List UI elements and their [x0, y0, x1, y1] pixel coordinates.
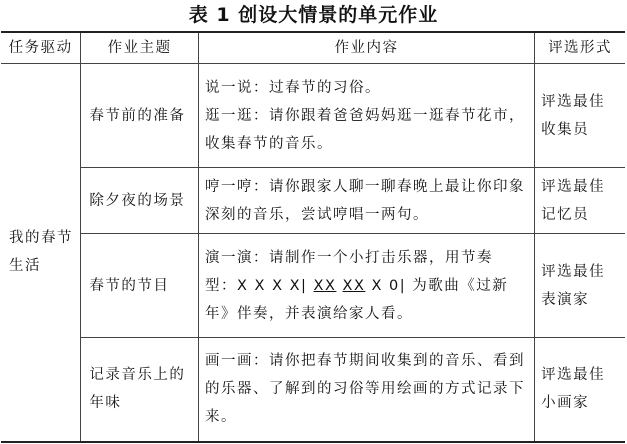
header-theme: 作业主题: [81, 32, 199, 64]
rhythm-pattern: [205, 272, 530, 300]
table-row: [1, 338, 625, 442]
content-cell: 画一画：请你把春节期间收集到的音乐、看到的乐器、了解到的习俗等用绘画的方式记录下来。: [198, 338, 534, 442]
eval-cell: 评选最佳收集员: [535, 64, 625, 168]
content-line: 演一演：请制作一个小打击乐器，用节奏: [204, 249, 493, 266]
rhythm-label: 型：: [204, 277, 237, 294]
rhythm-notes-underlined: XX: [313, 277, 337, 294]
content-cell: [198, 234, 534, 338]
content-cell: 哼一哼：请你跟家人聊一聊春晚上最让你印象深刻的音乐，尝试哼唱一两句。: [198, 168, 534, 234]
rhythm-notes: X X X X|: [236, 277, 308, 294]
table-row: [1, 64, 625, 168]
rhythm-notes: X 0|: [371, 277, 407, 294]
table-title: 表 1 创设大情景的单元作业: [188, 4, 439, 26]
eval-cell: 评选最佳记忆员: [535, 168, 625, 234]
table-row: [1, 234, 625, 338]
content-line: 说一说：过春节的习俗。: [204, 79, 381, 96]
content-line: 逛一逛：请你跟着爸爸妈妈逛一逛春节花市，收集春节的音乐。: [204, 107, 525, 152]
assignment-table: [1, 31, 625, 443]
header-row: [1, 32, 625, 64]
rhythm-notes-underlined: XX: [342, 277, 366, 294]
header-task: 任务驱动: [1, 32, 81, 64]
header-eval: 评选形式: [535, 32, 625, 64]
theme-cell: 春节前的准备: [81, 64, 199, 168]
theme-cell: 除夕夜的场景: [81, 168, 199, 234]
rhythm-tail: 为歌曲《过新: [412, 277, 509, 294]
task-driver-cell: 我的春节生活: [1, 64, 81, 442]
header-content: 作业内容: [198, 32, 534, 64]
theme-cell: 记录音乐上的年味: [81, 338, 199, 442]
content-line: 年》伴奏，并表演给家人看。: [204, 305, 413, 322]
eval-cell: 评选最佳小画家: [535, 338, 625, 442]
eval-cell: 评选最佳表演家: [535, 234, 625, 338]
content-cell: [198, 64, 534, 168]
theme-cell: 春节的节目: [81, 234, 199, 338]
table-row: [1, 168, 625, 234]
